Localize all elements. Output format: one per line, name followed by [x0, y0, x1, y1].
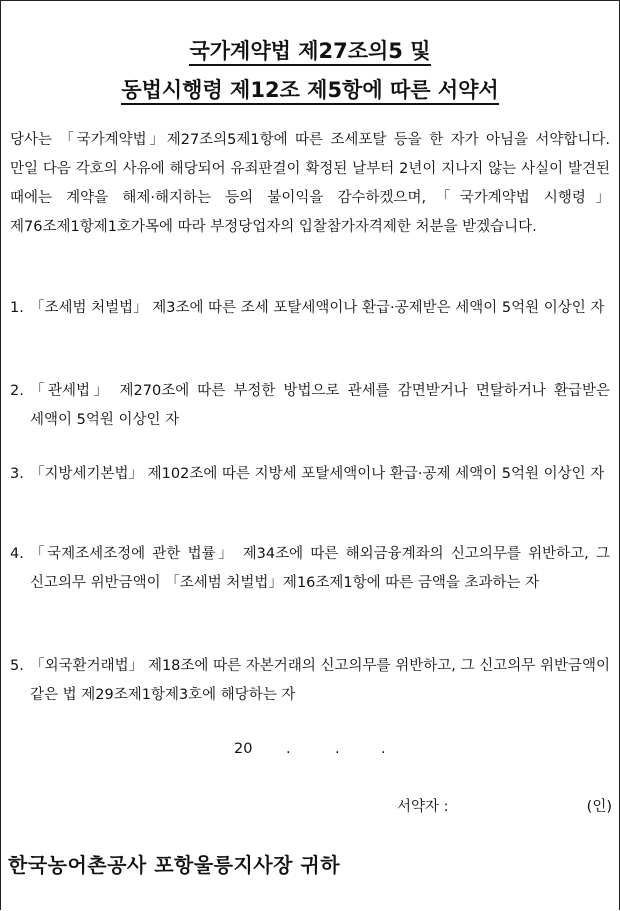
list-item — [10, 652, 610, 710]
seal-mark: (인) — [586, 799, 612, 815]
list-item-number: 1. — [10, 300, 24, 316]
list-item — [10, 377, 610, 435]
list-item-text: 「조세범 처벌법」 제3조에 따른 조세 포탈세액이나 환급·공제받은 세액이 5억원 이상인 자 — [30, 300, 605, 316]
list-item — [10, 540, 610, 598]
list-item-number: 4. — [10, 546, 24, 562]
document-title-line2: 동법시행령 제12조 제5항에 따른 서약서 — [0, 74, 620, 104]
date-year: 20 — [234, 741, 253, 757]
date-separator: . — [286, 741, 291, 757]
list-item-number: 2. — [10, 383, 24, 399]
list-item-number: 3. — [10, 466, 24, 482]
list-item — [10, 460, 610, 489]
date-separator: . — [381, 741, 386, 757]
list-item — [10, 294, 610, 323]
recipient: 한국농어촌공사 포항울릉지사장 귀하 — [8, 853, 341, 877]
intro-paragraph: 당사는 「국가계약법」제27조의5제1항에 따른 조세포탈 등을 한 자가 아님을 서약합니다. 만일 다음 각호의 사유에 해당되어 유죄판결이 확정된 날부터 2년이 지나지 않는 사실이 발견된 때에는 계약을 해제·해지하는 등의 불이익을 감수하겠으며,「국가계약법 시행령」제76조제1항제1호가목에 따라 부정당업자의 입찰참가자격제한 처분을 받겠습니다. — [10, 132, 610, 235]
document-title-line1: 국가계약법 제27조의5 및 — [0, 35, 620, 65]
list-item-number: 5. — [10, 658, 24, 674]
list-item-text: 「지방세기본법」 제102조에 따른 지방세 포탈세액이나 환급·공제 세액이 5억원 이상인 자 — [30, 466, 605, 482]
signer-label: 서약자 : — [397, 799, 449, 815]
date-separator: . — [335, 741, 340, 757]
list-item-text: 「외국환거래법」 제18조에 따른 자본거래의 신고의무를 위반하고, 그 신고의무 위반금액이 같은 법 제29조제1항제3호에 해당하는 자 — [30, 658, 610, 703]
list-item-text: 「국제조세조정에 관한 법률」 제34조에 따른 해외금융계좌의 신고의무를 위반하고, 그 신고의무 위반금액이 「조세범 처벌법」제16조제1항에 따른 금액을 초과하는 자 — [30, 546, 610, 591]
list-item-text: 「관세법」 제270조에 따른 부정한 방법으로 관세를 감면받거나 면탈하거나 환급받은 세액이 5억원 이상인 자 — [30, 383, 610, 428]
